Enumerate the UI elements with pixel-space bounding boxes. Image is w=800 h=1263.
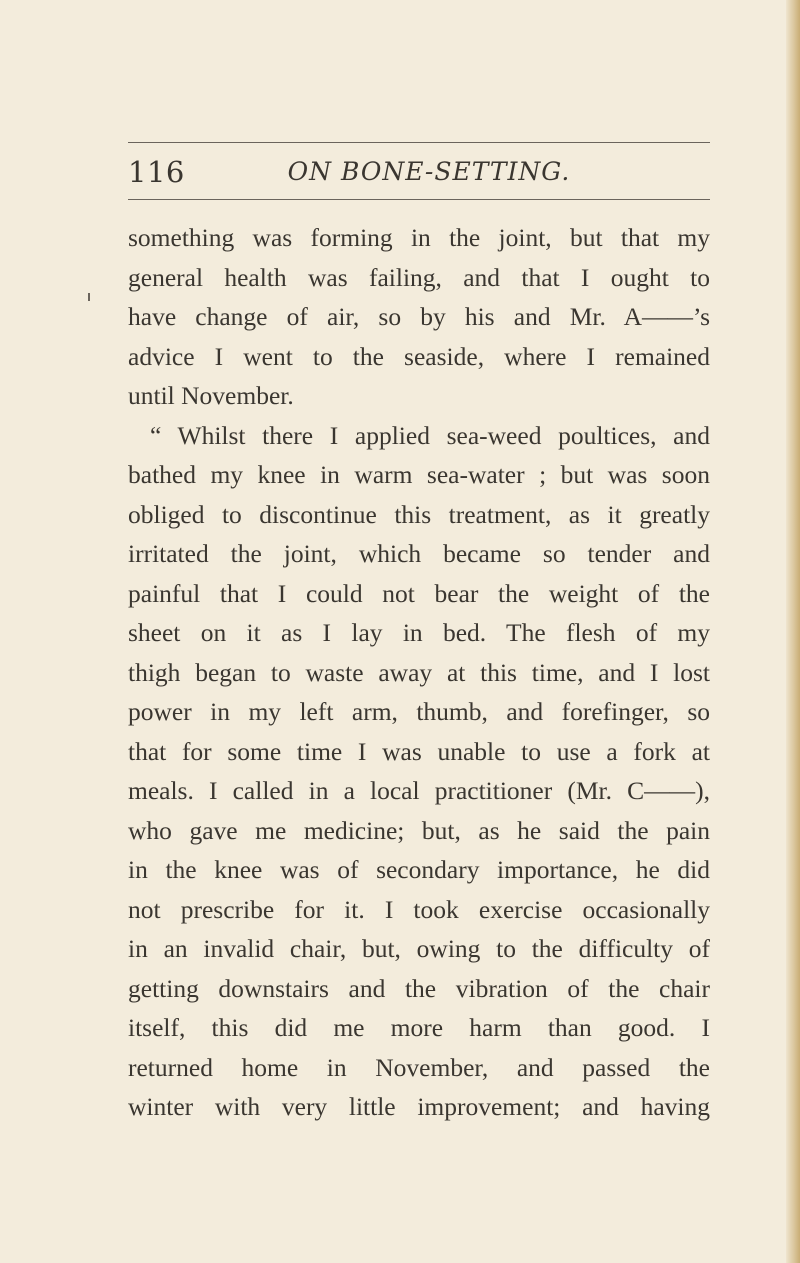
header-rule-bottom	[128, 199, 710, 200]
header-rule-top	[128, 142, 710, 143]
text-line: advice I went to the seaside, where I remained	[128, 341, 710, 371]
text-line: painful that I could not bear the weight of the	[128, 578, 710, 608]
text-line: until November.	[128, 381, 294, 410]
text-line: meals. I called in a local practitioner (Mr. C——),	[128, 776, 710, 805]
text-line: have change of air, so by his and Mr. A——’s	[128, 302, 710, 331]
page-number: 116	[128, 155, 185, 189]
text-line: general health was failing, and that I ought to	[128, 262, 710, 292]
text-line: something was forming in the joint, but that my	[128, 223, 710, 252]
text-line: itself, this did me more harm than good. I	[128, 1013, 710, 1042]
text-line: returned home in November, and passed the	[128, 1052, 710, 1082]
text-line: thigh began to waste away at this time, and I lost	[128, 657, 710, 687]
text-line: irritated the joint, which became so tender and	[128, 539, 710, 568]
text-line: in an invalid chair, but, owing to the difficulty of	[128, 934, 710, 963]
text-line: that for some time I was unable to use a fork at	[128, 736, 710, 766]
running-head	[128, 150, 710, 194]
text-line: sheet on it as I lay in bed. The flesh of my	[128, 618, 710, 647]
text-line: not prescribe for it. I took exercise occasionally	[128, 894, 710, 924]
text-line: power in my left arm, thumb, and forefinger, so	[128, 697, 710, 726]
text-line: “ Whilst there I applied sea-weed poultices, and	[150, 420, 710, 450]
text-line: getting downstairs and the vibration of the chair	[128, 973, 710, 1003]
margin-mark	[88, 293, 90, 301]
text-line: winter with very little improvement; and having	[128, 1092, 710, 1121]
text-line: obliged to discontinue this treatment, as it greatly	[128, 499, 710, 529]
text-line: bathed my knee in warm sea-water ; but was soon	[128, 460, 710, 489]
text-line: in the knee was of secondary importance, he did	[128, 855, 710, 884]
running-title: ON BONE-SETTING.	[287, 157, 571, 186]
body-text	[128, 218, 710, 1127]
page-edge	[786, 0, 800, 1263]
text-line: who gave me medicine; but, as he said the pain	[128, 815, 710, 845]
